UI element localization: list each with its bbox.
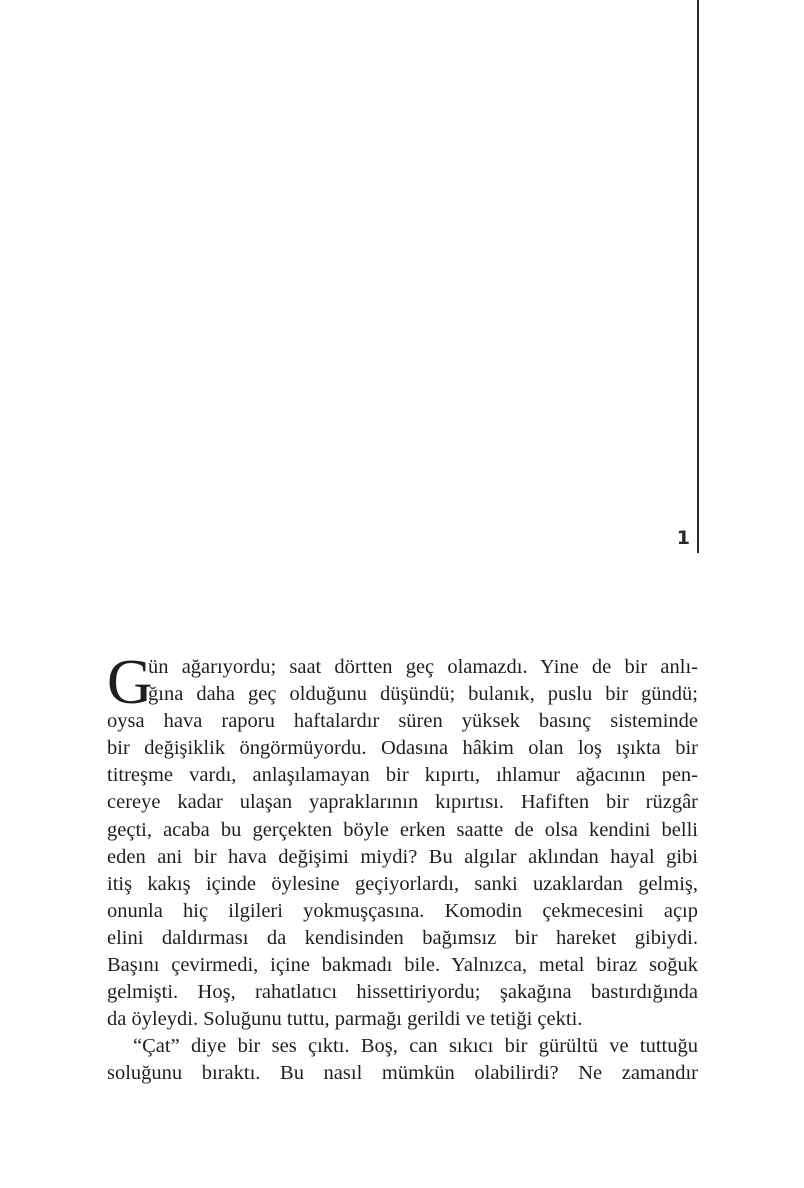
text-line: onunla hiç ilgileri yokmuşçasına. Komodin çekmecesini açıp bbox=[107, 899, 698, 922]
chapter-divider-line bbox=[697, 0, 699, 553]
chapter-body-text bbox=[107, 647, 698, 1088]
text-line: bir değişiklik öngörmüyordu. Odasına hâkim olan loş ışıkta bir bbox=[107, 737, 698, 760]
text-line: Başını çevirmedi, içine bakmadı bile. Yalnızca, metal biraz soğuk bbox=[107, 954, 698, 977]
text-line: cereye kadar ulaşan yapraklarının kıpırtısı. Hafiften bir rüzgâr bbox=[107, 791, 698, 814]
text-line: elini daldırması da kendisinden bağımsız bir hareket gibiydi. bbox=[107, 926, 698, 949]
text-line: da öyleydi. Soluğunu tuttu, parmağı gerildi ve tetiği çekti. bbox=[107, 1008, 583, 1031]
text-line: “Çat” diye bir ses çıktı. Boş, can sıkıcı bir gürültü ve tuttuğu bbox=[133, 1035, 698, 1058]
chapter-number: 1 bbox=[676, 527, 690, 549]
text-line: eden ani bir hava değişimi miydi? Bu algılar aklından hayal gibi bbox=[107, 845, 698, 868]
text-line: gelmişti. Hoş, rahatlatıcı hissettiriyordu; şakağına bastırdığında bbox=[107, 981, 698, 1004]
text-line: titreşme vardı, anlaşılamayan bir kıpırtı, ıhlamur ağacının pen- bbox=[107, 764, 698, 787]
text-line: soluğunu bıraktı. Bu nasıl mümkün olabilirdi? Ne zamandır bbox=[107, 1062, 698, 1085]
text-line: geçti, acaba bu gerçekten böyle erken saatte de olsa kendini belli bbox=[107, 818, 698, 841]
text-line: oysa hava raporu haftalardır süren yüksek basınç sisteminde bbox=[107, 710, 698, 733]
text-line: ün ağarıyordu; saat dörtten geç olamazdı. Yine de bir anlı- bbox=[148, 656, 698, 678]
drop-cap: G bbox=[107, 647, 153, 717]
text-line: itiş kakış içinde öylesine geçiyorlardı, sanki uzaklardan gelmiş, bbox=[107, 872, 698, 895]
text-line: ğına daha geç olduğunu düşündü; bulanık, puslu bir gündü; bbox=[148, 683, 698, 706]
